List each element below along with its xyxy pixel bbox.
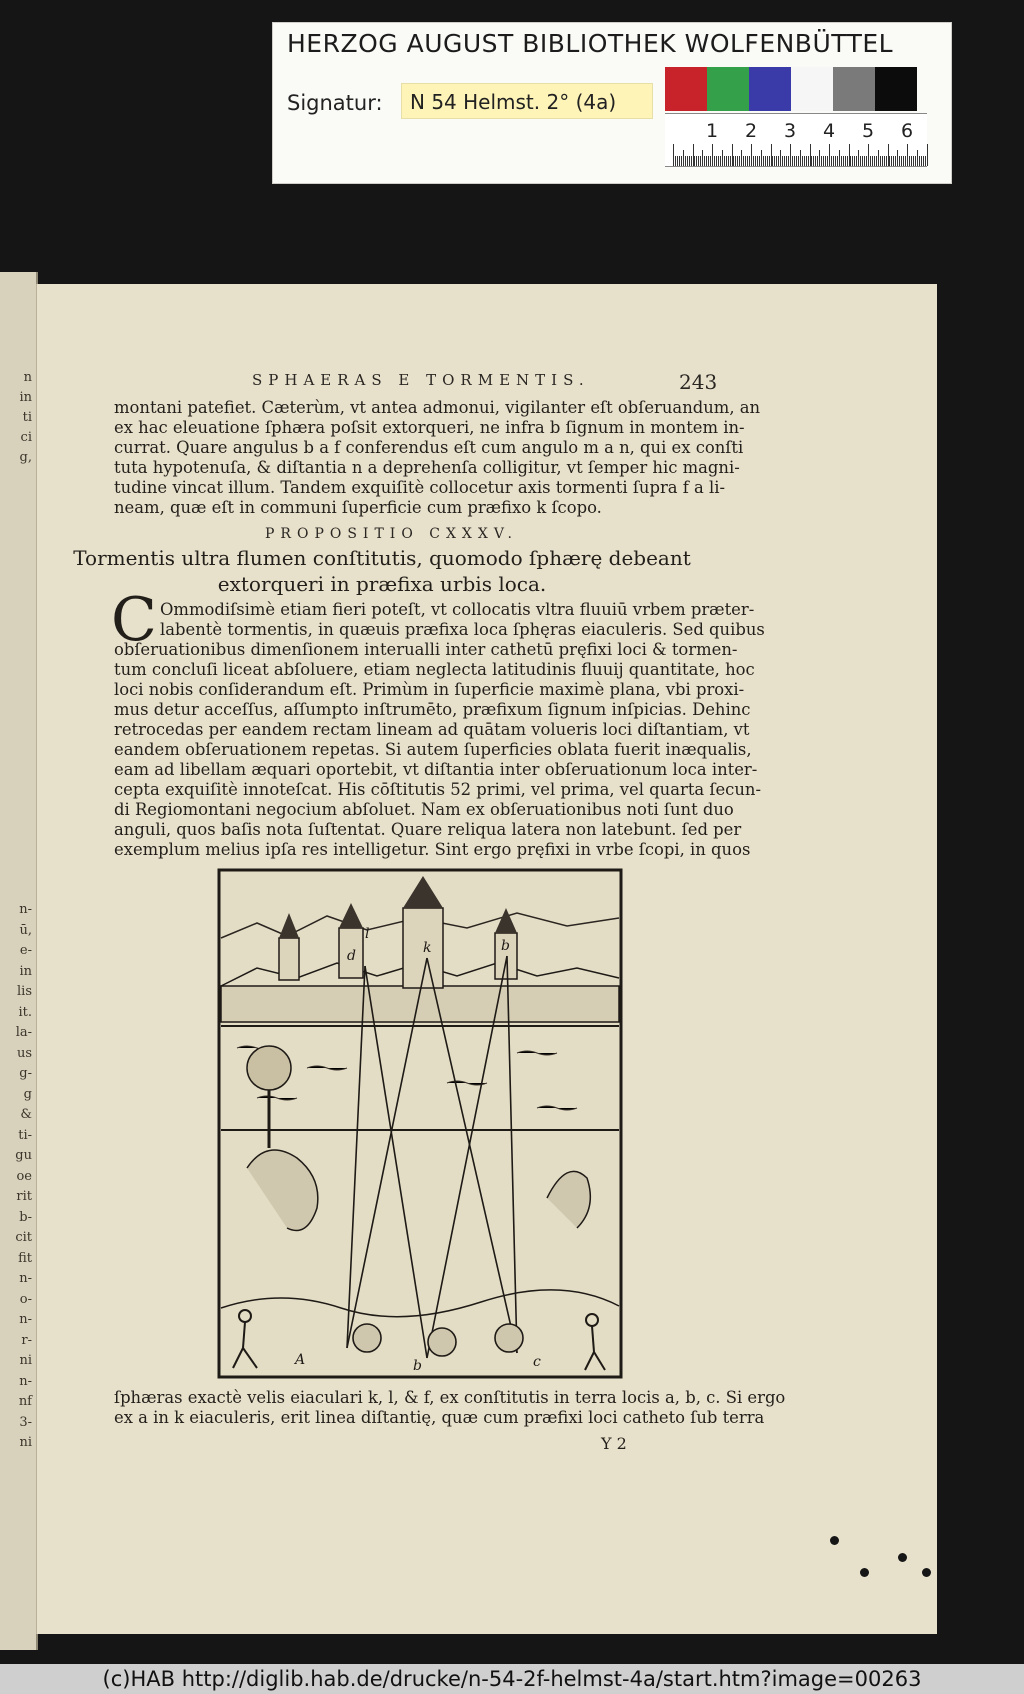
left-page-fragment: n-	[19, 902, 32, 917]
ruler-tick	[839, 150, 840, 166]
ruler-tick	[876, 156, 877, 166]
ruler-tick	[891, 156, 892, 166]
ink-dot	[898, 1553, 907, 1562]
color-swatch	[833, 67, 875, 111]
ruler-tick	[780, 150, 781, 166]
text-line: labentè tormentis, in quæuis præfixa loca ſphęras eiaculeris. Sed quibus	[160, 620, 765, 639]
ruler-tick	[813, 156, 814, 166]
color-swatch	[875, 67, 917, 111]
text-line: ſphæras exactè velis eiaculari k, l, & f, ex conſtitutis in terra locis a, b, c. Si ergo	[114, 1388, 786, 1407]
ruler-tick	[675, 156, 676, 166]
ruler-tick	[708, 156, 709, 166]
left-page-fragment: o-	[19, 1291, 32, 1307]
ruler-tick	[747, 156, 748, 166]
ruler-tick	[689, 156, 690, 166]
ruler-tick	[889, 156, 890, 166]
ruler-tick	[798, 156, 799, 166]
color-swatch	[707, 67, 749, 111]
ruler-tick	[909, 156, 910, 166]
ruler-number: 3	[783, 120, 797, 142]
ruler-tick	[884, 156, 885, 166]
left-page-edge	[0, 272, 38, 1650]
ruler-tick	[732, 144, 733, 166]
ruler-tick	[886, 156, 887, 166]
left-page-fragment: n	[23, 370, 32, 385]
text-line: retrocedas per eandem rectam lineam ad quātam volueris loci diſtantiam, vt	[114, 720, 750, 739]
color-swatch	[791, 67, 833, 111]
scale-ruler	[665, 113, 927, 167]
ruler-tick	[765, 156, 766, 166]
ruler-tick	[880, 156, 881, 166]
text-line: ex a in k eiaculeris, erit linea diſtantię, quæ cum præfixi loci catheto ſub terra	[114, 1408, 765, 1427]
ruler-tick	[782, 156, 783, 166]
left-page-fragment: la-	[15, 1025, 32, 1040]
ruler-tick	[763, 156, 764, 166]
copyright-caption: (c)HAB http://diglib.hab.de/drucke/n-54-2f-helmst-4a/start.htm?image=00263	[0, 1664, 1024, 1694]
ruler-tick	[759, 156, 760, 166]
text-line: tudine vincat illum. Tandem exquiſitè collocetur axis tormenti ſupra f a li-	[114, 478, 726, 497]
left-page-fragment: e-	[19, 943, 32, 958]
left-page-fragment: us	[16, 1045, 32, 1061]
ruler-tick	[784, 156, 785, 166]
ruler-tick	[679, 156, 680, 166]
ruler-tick	[673, 144, 674, 166]
ruler-tick	[860, 156, 861, 166]
ruler-tick	[864, 156, 865, 166]
text-line: mus detur acceſſus, aſſumpto inſtrumēto, præfixum ſignum inſpicias. Dehinc	[114, 700, 751, 719]
ruler-tick	[735, 156, 736, 166]
ruler-tick	[915, 156, 916, 166]
left-page-fragment: g,	[19, 450, 32, 465]
ruler-number: 5	[861, 120, 875, 142]
left-page-fragment: ū,	[19, 922, 32, 938]
left-page-fragment: ni	[19, 1353, 32, 1368]
left-page-fragment: &	[20, 1107, 32, 1122]
woodcut-letter: b	[501, 938, 510, 954]
left-page-fragment: n-	[19, 1271, 32, 1286]
ruler-tick	[845, 156, 846, 166]
ruler-tick	[919, 156, 920, 166]
woodcut-letter: k	[423, 940, 432, 956]
text-line: tum concluſi liceat abſoluere, etiam neglecta latitudinis fluuij quantitate, hoc	[114, 660, 755, 679]
text-block-top	[114, 398, 760, 518]
ruler-tick	[921, 156, 922, 166]
book-page	[36, 284, 937, 1634]
ruler-tick	[923, 156, 924, 166]
ruler-tick	[757, 156, 758, 166]
ruler-tick	[749, 156, 750, 166]
color-target	[665, 67, 917, 111]
drop-cap: C	[111, 585, 157, 655]
left-page-fragment: g	[23, 1086, 32, 1102]
ruler-tick	[843, 156, 844, 166]
text-line: di Regiomontani negocium abſoluet. Nam ex obſeruationibus noti ſunt duo	[114, 800, 734, 819]
left-page-fragment: ci	[20, 430, 32, 445]
ruler-tick	[716, 156, 717, 166]
ruler-tick	[841, 156, 842, 166]
ruler-tick	[730, 156, 731, 166]
ruler-tick	[835, 156, 836, 166]
ruler-tick	[767, 156, 768, 166]
ruler-tick	[712, 144, 713, 166]
left-page-fragment: nf	[18, 1394, 32, 1409]
ruler-tick	[831, 156, 832, 166]
left-page-fragment: b-	[19, 1209, 32, 1225]
ruler-tick	[821, 156, 822, 166]
ruler-tick	[811, 156, 812, 166]
left-page-fragment: 3-	[19, 1414, 32, 1430]
ruler-tick	[790, 144, 791, 166]
ruler-tick	[691, 156, 692, 166]
left-page-fragment: n-	[19, 1312, 32, 1327]
signature-mark: Y 2	[601, 1434, 627, 1453]
ruler-tick	[776, 156, 777, 166]
ruler-tick	[741, 150, 742, 166]
text-line: montani patefiet. Cæterùm, vt antea admonui, vigilanter eſt obſeruandum, an	[114, 398, 761, 417]
ruler-tick	[771, 144, 772, 166]
ruler-tick	[788, 156, 789, 166]
proposition-title-line: extorqueri in præfixa urbis loca.	[217, 572, 547, 596]
ruler-tick	[825, 156, 826, 166]
ruler-tick	[819, 150, 820, 166]
ruler-tick	[706, 156, 707, 166]
text-line: tuta hypotenuſa, & diſtantia n a deprehenſa colligitur, vt ſemper hic magni-	[114, 458, 740, 477]
text-line: neam, quæ eſt in communi ſuperficie cum præfixo k ſcopo.	[114, 498, 602, 517]
ruler-tick	[792, 156, 793, 166]
text-line: eam ad libellam æquari oportebit, vt diſtantia inter obſeruationum loca inter-	[114, 760, 758, 779]
ruler-tick	[849, 144, 850, 166]
ruler-tick	[718, 156, 719, 166]
ruler-tick	[878, 150, 879, 166]
ruler-tick	[714, 156, 715, 166]
ruler-tick	[726, 156, 727, 166]
ruler-tick	[677, 156, 678, 166]
ruler-tick	[794, 156, 795, 166]
ruler-tick	[698, 156, 699, 166]
ruler-tick	[850, 156, 851, 166]
ruler-tick	[911, 156, 912, 166]
left-page-fragment: gu	[15, 1148, 32, 1163]
color-swatch	[749, 67, 791, 111]
ruler-tick	[907, 144, 908, 166]
proposition-title-line: Tormentis ultra flumen conſtitutis, quomodo ſphærę debeant	[73, 546, 691, 570]
ruler-tick	[728, 156, 729, 166]
ruler-tick	[796, 156, 797, 166]
left-page-fragment: in	[19, 963, 32, 979]
archive-label-card	[272, 22, 952, 184]
ruler-tick	[882, 156, 883, 166]
ruler-tick	[827, 156, 828, 166]
ruler-tick	[810, 144, 811, 166]
ruler-tick	[925, 156, 926, 166]
ruler-tick	[687, 156, 688, 166]
ruler-tick	[802, 156, 803, 166]
ruler-tick	[815, 156, 816, 166]
ruler-tick	[870, 156, 871, 166]
ruler-tick	[700, 156, 701, 166]
ruler-tick	[743, 156, 744, 166]
ruler-tick	[823, 156, 824, 166]
ruler-tick	[693, 144, 694, 166]
ruler-tick	[858, 150, 859, 166]
ruler-tick	[888, 144, 889, 166]
ruler-tick	[808, 156, 809, 166]
ruler-tick	[893, 156, 894, 166]
left-page-fragment: it.	[18, 1004, 32, 1020]
ruler-tick	[696, 156, 697, 166]
ruler-tick	[739, 156, 740, 166]
left-page-fragment: rit	[16, 1189, 32, 1204]
ruler-tick	[683, 150, 684, 166]
ruler-tick	[899, 156, 900, 166]
left-page-fragment: ti	[22, 410, 32, 425]
left-page-fragment: lis	[17, 984, 32, 999]
ruler-tick	[722, 150, 723, 166]
ruler-tick	[862, 156, 863, 166]
left-page-fragment: cit	[15, 1230, 32, 1245]
ruler-tick	[895, 156, 896, 166]
ruler-tick	[917, 150, 918, 166]
ruler-tick	[897, 150, 898, 166]
text-line: eandem obſeruationem repetas. Si autem ſuperficies oblata fuerit inæqualis,	[114, 740, 752, 759]
ruler-tick	[778, 156, 779, 166]
ruler-tick	[847, 156, 848, 166]
color-swatch	[665, 67, 707, 111]
ruler-tick	[806, 156, 807, 166]
ruler-tick	[685, 156, 686, 166]
ruler-tick	[681, 156, 682, 166]
ruler-tick	[856, 156, 857, 166]
ruler-tick	[833, 156, 834, 166]
running-head: SPHAERAS E TORMENTIS.	[252, 371, 590, 389]
ruler-tick	[852, 156, 853, 166]
library-name: HERZOG AUGUST BIBLIOTHEK WOLFENBÜTTEL	[287, 29, 894, 58]
left-page-fragment: g-	[19, 1066, 32, 1081]
ruler-tick	[745, 156, 746, 166]
ruler-tick	[901, 156, 902, 166]
woodcut-letter: c	[533, 1354, 541, 1370]
ruler-number: 2	[744, 120, 758, 142]
left-page-fragment: ti-	[18, 1127, 32, 1143]
ink-dot	[830, 1536, 839, 1545]
left-page-fragment: r-	[21, 1332, 32, 1348]
ruler-tick	[868, 144, 869, 166]
ruler-tick	[694, 156, 695, 166]
text-line: ex hac eleuatione ſphæra poſsit extorqueri, ne infra b ſignum in montem in-	[114, 418, 745, 437]
text-block-main	[114, 600, 765, 860]
ruler-tick	[786, 156, 787, 166]
text-line: anguli, quos baſis nota ſuſtentat. Quare reliqua latera non latebunt. ſed per	[114, 820, 742, 839]
woodcut-letter: A	[295, 1352, 306, 1368]
ruler-tick	[866, 156, 867, 166]
left-page-fragment: oe	[16, 1168, 32, 1184]
ruler-tick	[872, 156, 873, 166]
signatur-label: Signatur:	[287, 91, 383, 115]
ruler-tick	[751, 144, 752, 166]
ruler-tick	[772, 156, 773, 166]
ruler-tick	[724, 156, 725, 166]
ruler-tick	[905, 156, 906, 166]
ink-dot	[860, 1568, 869, 1577]
ruler-tick	[769, 156, 770, 166]
text-line: exemplum melius ipſa res intelligetur. Sint ergo pręfixi in vrbe ſcopi, in quos	[114, 840, 751, 859]
ruler-tick	[761, 150, 762, 166]
ruler-tick	[800, 150, 801, 166]
ruler-tick	[903, 156, 904, 166]
ruler-tick	[704, 156, 705, 166]
ink-dot	[922, 1568, 931, 1577]
text-block-bottom	[114, 1388, 785, 1428]
ruler-number: 1	[705, 120, 719, 142]
ruler-tick	[702, 150, 703, 166]
ruler-tick	[829, 144, 830, 166]
proposition-label: PROPOSITIO CXXXV.	[265, 526, 518, 542]
page-number: 243	[679, 370, 718, 394]
text-line: cepta exquiſitè innoteſcat. His cōſtitutis 52 primi, vel prima, vel quarta ſecun-	[114, 780, 761, 799]
text-line: obſeruationibus dimenſionem interualli inter cathetū pręfixi loci & tormen-	[114, 640, 738, 659]
text-line: loci nobis conſiderandum eſt. Primùm in ſuperficie maximè plana, vbi proxi-	[114, 680, 745, 699]
left-page-fragment: ni	[19, 1435, 32, 1450]
ruler-tick	[854, 156, 855, 166]
ruler-tick	[755, 156, 756, 166]
woodcut-illustration	[217, 868, 623, 1379]
ruler-tick	[817, 156, 818, 166]
ruler-tick	[927, 144, 928, 166]
woodcut-letter: b	[413, 1358, 422, 1374]
ruler-tick	[837, 156, 838, 166]
left-page-fragment: n-	[19, 1373, 32, 1389]
ruler-tick	[733, 156, 734, 166]
ruler-tick	[710, 156, 711, 166]
woodcut-letter: d	[347, 948, 356, 964]
left-page-fragment: fit	[18, 1250, 32, 1266]
ruler-tick	[774, 156, 775, 166]
left-page-fragment: in	[19, 390, 32, 405]
ruler-number: 6	[900, 120, 914, 142]
ruler-tick	[753, 156, 754, 166]
ruler-tick	[874, 156, 875, 166]
text-line: currat. Quare angulus b a f conferendus eſt cum angulo m a n, qui ex conſti	[114, 438, 744, 457]
ruler-number: 4	[822, 120, 836, 142]
ruler-tick	[720, 156, 721, 166]
signatur-value: N 54 Helmst. 2° (4a)	[401, 83, 653, 119]
woodcut-letter: l	[365, 926, 370, 942]
ruler-tick	[913, 156, 914, 166]
ruler-tick	[804, 156, 805, 166]
ruler-tick	[737, 156, 738, 166]
text-line: Ommodiſsimè etiam fieri poteſt, vt collocatis vltra fluuiū vrbem præter-	[160, 600, 755, 619]
